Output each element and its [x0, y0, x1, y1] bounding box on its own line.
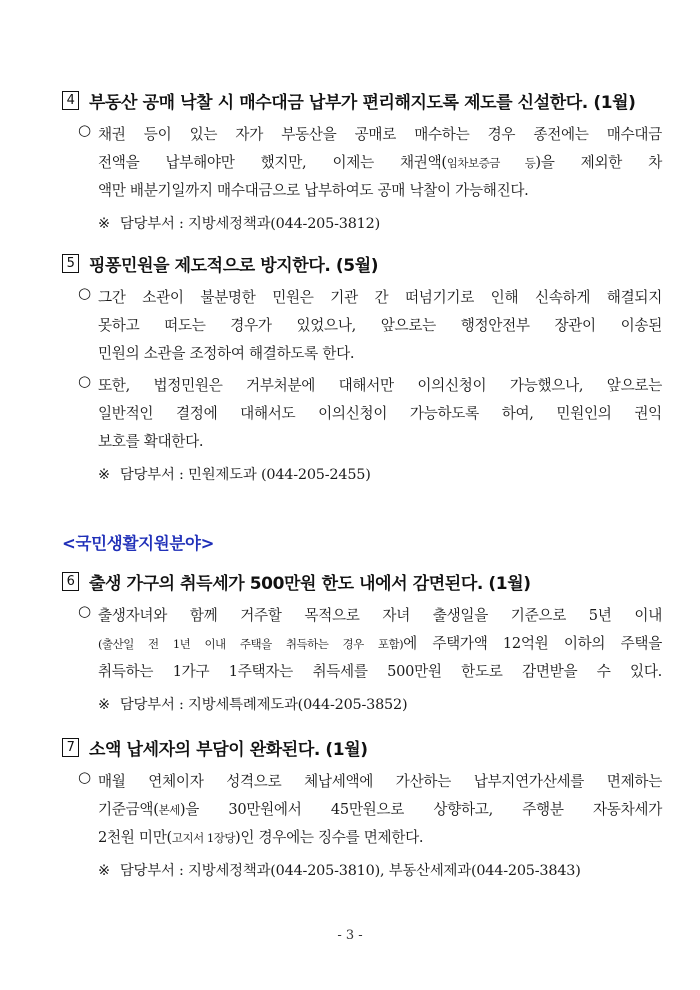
section-heading — [62, 566, 662, 596]
circle-bullet-icon: ○ — [78, 284, 91, 302]
section-heading — [62, 248, 662, 278]
section-number-box: 5 — [62, 254, 79, 273]
reference-mark-icon: ※ — [98, 863, 110, 879]
paragraph-line: 못하고 떠도는 경우가 있었으나, 앞으로는 행정안전부 장관이 이송된 — [98, 317, 662, 334]
page-number: - 3 - — [337, 928, 363, 943]
circle-bullet-icon: ○ — [78, 768, 91, 786]
section-4 — [62, 85, 662, 239]
reference-mark-icon: ※ — [98, 467, 110, 483]
section-title: 핑퐁민원을 제도적으로 방지한다. (5월) — [89, 255, 379, 276]
paragraph-line: 기준금액(본세)을 30만원에서 45만원으로 상향하고, 주행분 자동차세가 — [98, 801, 662, 818]
section-heading — [62, 732, 662, 762]
paragraph-line: 취득하는 1가구 1주택자는 취득세를 500만원 한도로 감면받을 수 있다. — [98, 663, 662, 680]
paragraph-line: 민원의 소관을 조정하여 해결하도록 한다. — [98, 345, 355, 362]
section-number-box: 4 — [62, 91, 79, 110]
paragraph-line: (출산일 전 1년 이내 주택을 취득하는 경우 포함)에 주택가액 12억원 이하의 주택을 — [98, 635, 663, 652]
section-title: 부동산 공매 낙찰 시 매수대금 납부가 편리해지도록 제도를 신설한다. (1월) — [89, 92, 636, 113]
paragraph-line: 액만 배분기일까지 매수대금으로 납부하여도 공매 낙찰이 가능해진다. — [98, 182, 529, 199]
section-title: 출생 가구의 취득세가 500만원 한도 내에서 감면된다. (1월) — [89, 573, 531, 594]
paragraph-line: 채권 등이 있는 자가 부동산을 공매로 매수하는 경우 종전에는 매수대금 — [98, 126, 662, 143]
section-5 — [62, 248, 662, 490]
reference-mark-icon: ※ — [98, 216, 110, 232]
contact-note: ※ 담당부서 : 지방세정책과(044-205-3812) — [98, 216, 380, 232]
circle-bullet-icon: ○ — [78, 121, 91, 139]
paragraph-line: 일반적인 결정에 대해서도 이의신청이 가능하도록 하여, 민원인의 권익 — [98, 405, 662, 422]
contact-note: ※ 담당부서 : 지방세특례제도과(044-205-3852) — [98, 697, 408, 713]
reference-mark-icon: ※ — [98, 697, 110, 713]
paragraph-line: 또한, 법정민원은 거부처분에 대해서만 이의신청이 가능했으나, 앞으로는 — [98, 377, 662, 394]
paragraph-line: 출생자녀와 함께 거주할 목적으로 자녀 출생일을 기준으로 5년 이내 — [98, 607, 662, 624]
bullet-item — [62, 372, 662, 456]
paragraph-line: 2천원 미만(고지서 1장당)인 경우에는 징수를 면제한다. — [98, 829, 424, 846]
contact-note: ※ 담당부서 : 민원제도과 (044-205-2455) — [98, 467, 371, 483]
paragraph-line: 전액을 납부해야만 했지만, 이제는 채권액(임차보증금 등)을 제외한 차 — [98, 154, 662, 171]
paragraph-line: 매월 연체이자 성격으로 체납세액에 가산하는 납부지연가산세를 면제하는 — [98, 773, 662, 790]
bullet-item — [62, 284, 662, 368]
section-heading — [62, 85, 662, 115]
bullet-item — [62, 121, 662, 205]
circle-bullet-icon: ○ — [78, 602, 91, 620]
section-6 — [62, 566, 662, 720]
paragraph-line: 그간 소관이 불분명한 민원은 기관 간 떠넘기기로 인해 신속하게 해결되지 — [98, 289, 662, 306]
bullet-item — [62, 602, 662, 686]
bullet-item — [62, 768, 662, 852]
section-number-box: 6 — [62, 572, 79, 591]
section-7 — [62, 732, 662, 886]
circle-bullet-icon: ○ — [78, 372, 91, 390]
paragraph-line: 보호를 확대한다. — [98, 433, 204, 450]
category-heading: <국민생활지원분야> — [62, 534, 215, 553]
contact-note: ※ 담당부서 : 지방세정책과(044-205-3810), 부동산세제과(044-205-3843) — [98, 863, 581, 879]
section-number-box: 7 — [62, 738, 79, 757]
section-title: 소액 납세자의 부담이 완화된다. (1월) — [89, 739, 368, 760]
